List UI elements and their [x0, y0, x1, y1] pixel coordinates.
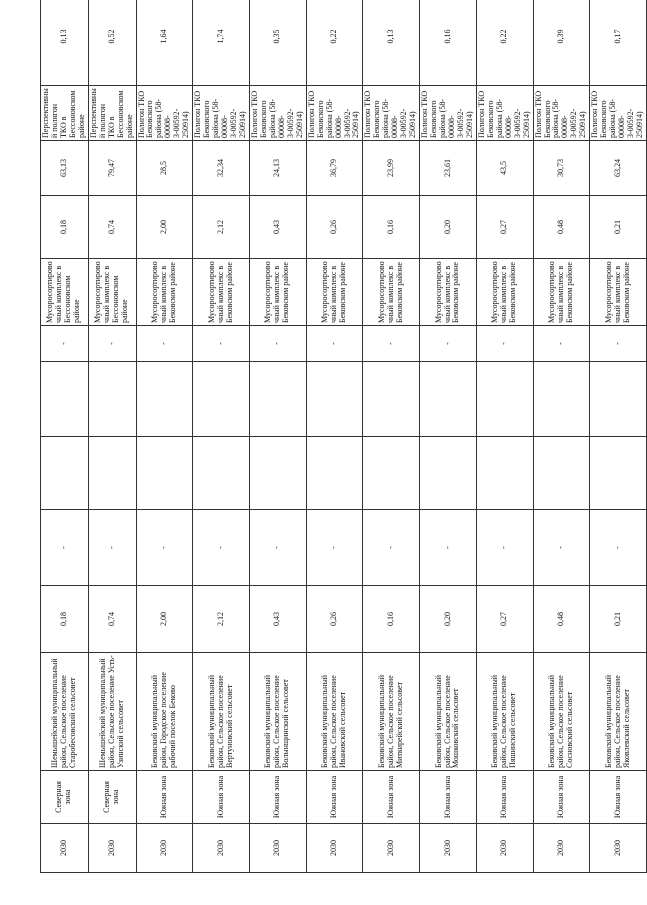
- col5-cell: -: [306, 510, 363, 586]
- col11-cell: 63,13: [41, 141, 89, 196]
- settlement-cell: Бековский муниципальный район, Сельское поселение Вертуновский сельсовет: [193, 653, 250, 771]
- col5-cell: -: [533, 510, 590, 586]
- col13-cell: 0,22: [476, 0, 533, 86]
- facility-cell: Мусоросортировочный комплекс в Бековском районе: [420, 259, 477, 326]
- mass-cell: 0,18: [41, 586, 89, 653]
- table-row: [420, 0, 477, 873]
- col8-cell: -: [476, 326, 533, 362]
- col6-cell: [533, 437, 590, 510]
- col10-cell: 0,16: [363, 196, 420, 259]
- zone-cell: Южная зона: [533, 771, 590, 824]
- mass-cell: 2,12: [193, 586, 250, 653]
- mass-cell: 0,27: [476, 586, 533, 653]
- zone-cell: Северная зона: [41, 771, 89, 824]
- mass-cell: 2,00: [136, 586, 193, 653]
- col11-cell: 30,73: [533, 141, 590, 196]
- settlement-cell: Бековский муниципальный район, Сельское поселение Сосновский сельсовет: [533, 653, 590, 771]
- facility-cell: Мусоросортировочный комплекс в Бековском районе: [590, 259, 647, 326]
- year-cell: 2030: [476, 824, 533, 873]
- col10-cell: 2,00: [136, 196, 193, 259]
- facility-cell: Мусоросортировочный комплекс в Бековском районе: [193, 259, 250, 326]
- zone-cell: Северная зона: [88, 771, 136, 824]
- table-row: [41, 0, 89, 873]
- zone-cell: Южная зона: [590, 771, 647, 824]
- settlement-cell: Бековский муниципальный район, Сельское поселение Миткирейский сельсовет: [363, 653, 420, 771]
- year-cell: 2030: [363, 824, 420, 873]
- col6-cell: [476, 437, 533, 510]
- col6-cell: [590, 437, 647, 510]
- col6-cell: [420, 437, 477, 510]
- zone-cell: Южная зона: [193, 771, 250, 824]
- rotated-page: [40, 21, 645, 873]
- col11-cell: 32,34: [193, 141, 250, 196]
- col6-cell: [193, 437, 250, 510]
- col11-cell: 63,24: [590, 141, 647, 196]
- settlement-cell: Шемышейский муниципальный район, Сельское поселение Усть-Узинский сельсовет: [88, 653, 136, 771]
- col7-cell: [88, 362, 136, 437]
- year-cell: 2030: [420, 824, 477, 873]
- col10-cell: 0,48: [533, 196, 590, 259]
- col8-cell: -: [136, 326, 193, 362]
- settlement-cell: Бековский муниципальный район, Сельское поселение Яковлевский сельсовет: [590, 653, 647, 771]
- col7-cell: [590, 362, 647, 437]
- year-cell: 2030: [590, 824, 647, 873]
- col10-cell: 0,20: [420, 196, 477, 259]
- col6-cell: [306, 437, 363, 510]
- col10-cell: 0,26: [306, 196, 363, 259]
- facility-cell: Мусоросортировочный комплекс в Бессоновском районе: [41, 259, 89, 326]
- col7-cell: [363, 362, 420, 437]
- table-row: [136, 0, 193, 873]
- col10-cell: 0,18: [41, 196, 89, 259]
- col13-cell: 0,13: [41, 0, 89, 86]
- mass-cell: 0,74: [88, 586, 136, 653]
- col11-cell: 24,13: [249, 141, 306, 196]
- table-row: [193, 0, 250, 873]
- col13-cell: 1,64: [136, 0, 193, 86]
- mass-cell: 0,43: [249, 586, 306, 653]
- col5-cell: -: [88, 510, 136, 586]
- year-cell: 2030: [41, 824, 89, 873]
- destination-cell: Полигон ТКО Бековского района (58-00008-З-00592-250914): [533, 86, 590, 141]
- destination-cell: Полигон ТКО Бековского района (58-00008-З-00592-250914): [363, 86, 420, 141]
- col11-cell: 36,79: [306, 141, 363, 196]
- col13-cell: 0,35: [249, 0, 306, 86]
- zone-cell: Южная зона: [306, 771, 363, 824]
- col10-cell: 2,12: [193, 196, 250, 259]
- col8-cell: -: [420, 326, 477, 362]
- col7-cell: [306, 362, 363, 437]
- zone-cell: Южная зона: [136, 771, 193, 824]
- col5-cell: -: [193, 510, 250, 586]
- year-cell: 2030: [193, 824, 250, 873]
- col10-cell: 0,74: [88, 196, 136, 259]
- col11-cell: 23,99: [363, 141, 420, 196]
- col11-cell: 79,47: [88, 141, 136, 196]
- col5-cell: -: [363, 510, 420, 586]
- col13-cell: 0,52: [88, 0, 136, 86]
- table-row: [533, 0, 590, 873]
- destination-cell: Полигон ТКО Бековского района (58-00008-З-00592-250914): [420, 86, 477, 141]
- col5-cell: -: [420, 510, 477, 586]
- col6-cell: [136, 437, 193, 510]
- year-cell: 2030: [88, 824, 136, 873]
- facility-cell: Мусоросортировочный комплекс в Бековском районе: [136, 259, 193, 326]
- col8-cell: -: [249, 326, 306, 362]
- col6-cell: [41, 437, 89, 510]
- col10-cell: 0,27: [476, 196, 533, 259]
- settlement-cell: Бековский муниципальный район, Городское поселение рабочий поселок Беково: [136, 653, 193, 771]
- col11-cell: 43,5: [476, 141, 533, 196]
- settlement-cell: Бековский муниципальный район, Сельское поселение Мошковский сельсовет: [420, 653, 477, 771]
- col6-cell: [363, 437, 420, 510]
- col8-cell: -: [193, 326, 250, 362]
- col8-cell: -: [363, 326, 420, 362]
- col5-cell: -: [249, 510, 306, 586]
- settlement-cell: Бековский муниципальный район, Сельское поселение Ивановский сельсовет: [306, 653, 363, 771]
- facility-cell: Мусоросортировочный комплекс в Бековском районе: [249, 259, 306, 326]
- col13-cell: 1,74: [193, 0, 250, 86]
- table-row: [249, 0, 306, 873]
- col10-cell: 0,21: [590, 196, 647, 259]
- zone-cell: Южная зона: [363, 771, 420, 824]
- mass-cell: 0,26: [306, 586, 363, 653]
- year-cell: 2030: [533, 824, 590, 873]
- col5-cell: -: [136, 510, 193, 586]
- col6-cell: [88, 437, 136, 510]
- year-cell: 2030: [136, 824, 193, 873]
- destination-cell: Полигон ТКО Бековского района (58-00008-З-00592-250914): [193, 86, 250, 141]
- destination-cell: Полигон ТКО Бековского района (58-00008-З-00592-250914): [476, 86, 533, 141]
- facility-cell: Мусоросортировочный комплекс в Бековском районе: [476, 259, 533, 326]
- destination-cell: Полигон ТКО Бековского района (58-00008-З-00592-250914): [590, 86, 647, 141]
- col8-cell: -: [306, 326, 363, 362]
- facility-cell: Мусоросортировочный комплекс в Бековском районе: [306, 259, 363, 326]
- table-row: [363, 0, 420, 873]
- col7-cell: [193, 362, 250, 437]
- col13-cell: 0,22: [306, 0, 363, 86]
- destination-cell: Перспективный полигон ТКО в Бессоновском районе: [41, 86, 89, 141]
- col13-cell: 0,17: [590, 0, 647, 86]
- settlement-cell: Шемышейский муниципальный район, Сельское поселение Старобесовский сельсовет: [41, 653, 89, 771]
- col8-cell: -: [590, 326, 647, 362]
- col13-cell: 0,13: [363, 0, 420, 86]
- col8-cell: -: [41, 326, 89, 362]
- col5-cell: -: [41, 510, 89, 586]
- col6-cell: [249, 437, 306, 510]
- mass-cell: 0,21: [590, 586, 647, 653]
- table-row: [306, 0, 363, 873]
- col13-cell: 0,16: [420, 0, 477, 86]
- col7-cell: [476, 362, 533, 437]
- year-cell: 2030: [249, 824, 306, 873]
- destination-cell: Полигон ТКО Бековского района (58-00008-З-00592-250914): [249, 86, 306, 141]
- col10-cell: 0,43: [249, 196, 306, 259]
- mass-cell: 0,48: [533, 586, 590, 653]
- col7-cell: [41, 362, 89, 437]
- zone-cell: Южная зона: [420, 771, 477, 824]
- mass-cell: 0,20: [420, 586, 477, 653]
- year-cell: 2030: [306, 824, 363, 873]
- col5-cell: -: [476, 510, 533, 586]
- col8-cell: -: [88, 326, 136, 362]
- col7-cell: [533, 362, 590, 437]
- waste-flow-table: [40, 0, 647, 873]
- col8-cell: -: [533, 326, 590, 362]
- table-row: [476, 0, 533, 873]
- col7-cell: [249, 362, 306, 437]
- facility-cell: Мусоросортировочный комплекс в Бековском районе: [533, 259, 590, 326]
- facility-cell: Мусоросортировочный комплекс в Бессоновском районе: [88, 259, 136, 326]
- destination-cell: Полигон ТКО Бековского района (58-00008-З-00592-250914): [136, 86, 193, 141]
- col11-cell: 23,61: [420, 141, 477, 196]
- destination-cell: Перспективный полигон ТКО в Бессоновском районе: [88, 86, 136, 141]
- col7-cell: [420, 362, 477, 437]
- col11-cell: 28,5: [136, 141, 193, 196]
- settlement-cell: Бековский муниципальный район, Сельское поселение Волынщинский сельсовет: [249, 653, 306, 771]
- table-row: [88, 0, 136, 873]
- destination-cell: Полигон ТКО Бековского района (58-00008-З-00592-250914): [306, 86, 363, 141]
- table-body: [41, 0, 647, 873]
- col5-cell: -: [590, 510, 647, 586]
- zone-cell: Южная зона: [476, 771, 533, 824]
- col7-cell: [136, 362, 193, 437]
- mass-cell: 0,16: [363, 586, 420, 653]
- col13-cell: 0,39: [533, 0, 590, 86]
- facility-cell: Мусоросортировочный комплекс в Бековском районе: [363, 259, 420, 326]
- settlement-cell: Бековский муниципальный район, Сельское поселение Пяшинский сельсовет: [476, 653, 533, 771]
- zone-cell: Южная зона: [249, 771, 306, 824]
- table-row: [590, 0, 647, 873]
